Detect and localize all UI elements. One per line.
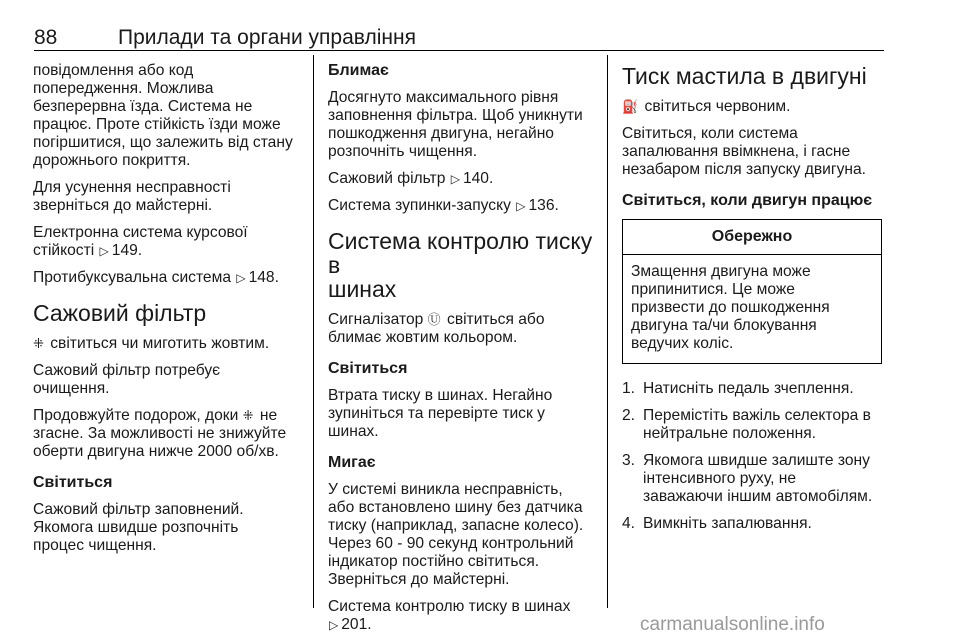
column-divider (313, 55, 314, 608)
paragraph: Сажовий фільтр заповнений. Якомога швидше розпочніть процес чищення. (33, 501, 244, 554)
reference-triangle-icon: ▷ (450, 172, 460, 186)
caution-title: Обережно (623, 220, 881, 255)
caution-box (622, 219, 882, 364)
caution-text: Змащення двигуна може припинитися. Це може призвести до пошкодження двигуна та/чи блокування ведучих коліс. (631, 263, 830, 352)
paragraph: Втрата тиску в шинах. Негайно зупиніться та перевірте тиск у шинах. (328, 387, 553, 440)
paragraph: У системі виникла несправність, або встановлено шину без датчика тиску (наприклад, запасне колесо). Через 60 - 90 секунд контрольний індикатор постійно світиться. Зверніться до майстерні. (328, 481, 584, 588)
reference-triangle-icon: ▷ (329, 618, 339, 632)
list-item: 3. Якомога швидше залиште зону інтенсивного руху, не заважаючи іншим автомобілям. (622, 452, 873, 505)
subheading: Мигає (328, 454, 376, 471)
paragraph: Система контролю тиску в шинах ▷ 201. (328, 598, 571, 633)
page-reference[interactable]: 148. (248, 269, 279, 286)
page-title: Прилади та органи управління (118, 26, 416, 49)
list-item: 2. Перемістіть важіль селектора в нейтральне положення. (622, 407, 871, 442)
section-heading: Система контролю тиску в шинах (328, 228, 593, 302)
section-heading: Сажовий фільтр (33, 300, 207, 326)
column-divider (607, 55, 608, 608)
column-middle (328, 62, 596, 643)
paragraph: ⁜ світиться чи миготить жовтим. (33, 335, 270, 352)
column-left (33, 62, 298, 564)
watermark: carmanualsonline.info (640, 614, 825, 635)
reference-triangle-icon: ▷ (236, 271, 246, 285)
page-reference[interactable]: 149. (111, 242, 143, 259)
page-reference[interactable]: 140. (462, 170, 494, 187)
reference-triangle-icon: ▷ (516, 199, 526, 213)
page-reference[interactable]: 201. (341, 616, 372, 633)
particle-filter-icon: ⁜ (242, 408, 254, 423)
page-reference[interactable]: 136. (528, 197, 559, 214)
paragraph: Світиться, коли система запалювання ввімкнена, і гасне незабаром після запуску двигуна. (622, 125, 866, 178)
reference-triangle-icon: ▷ (99, 244, 109, 258)
page-header (34, 26, 884, 51)
paragraph: Сигналізатор Ⓤ світиться або блимає жовтим кольором. (328, 311, 545, 346)
paragraph: Електронна система курсової стійкості ▷ 149. (33, 224, 248, 259)
subheading: Блимає (328, 62, 389, 79)
paragraph: Протибуксувальна система ▷ 148. (33, 269, 279, 286)
paragraph: Сажовий фільтр потребує очищення. (33, 362, 221, 397)
oil-can-icon: ⛽ (622, 99, 639, 114)
tire-pressure-icon: Ⓤ (427, 312, 441, 327)
particle-filter-icon: ⁜ (33, 336, 44, 351)
paragraph: Для усунення несправності зверніться до майстерні. (33, 179, 231, 214)
list-item: 4. Вимкніть запалювання. (622, 515, 812, 532)
subheading: Світиться (328, 360, 408, 377)
section-heading: Тиск мастила в двигуні (622, 63, 867, 89)
list-item: 1. Натисніть педаль зчеплення. (622, 380, 854, 397)
paragraph: повідомлення або код попередження. Можлива безперервна їзда. Система не працює. Проте стійкість їзди може погіршитися, що залежить від стану дорожнього покриття. (33, 62, 293, 169)
steps-list (622, 380, 884, 533)
paragraph: Сажовий фільтр ▷ 140. (328, 170, 494, 187)
paragraph: Система зупинки-запуску ▷ 136. (328, 197, 559, 214)
paragraph: Продовжуйте подорож, доки ⁜ не згасне. За можливості не знижуйте оберти двигуна нижче 2000 об/хв. (33, 407, 287, 460)
column-right (622, 62, 884, 542)
paragraph: Досягнуто максимального рівня заповнення фільтра. Щоб уникнути пошкодження двигуна, негайно розпочніть чищення. (328, 89, 583, 160)
subheading: Світиться (33, 474, 113, 491)
page-number: 88 (34, 26, 58, 49)
subheading: Світиться, коли двигун працює (622, 192, 873, 209)
paragraph: ⛽ світиться червоним. (622, 98, 791, 115)
